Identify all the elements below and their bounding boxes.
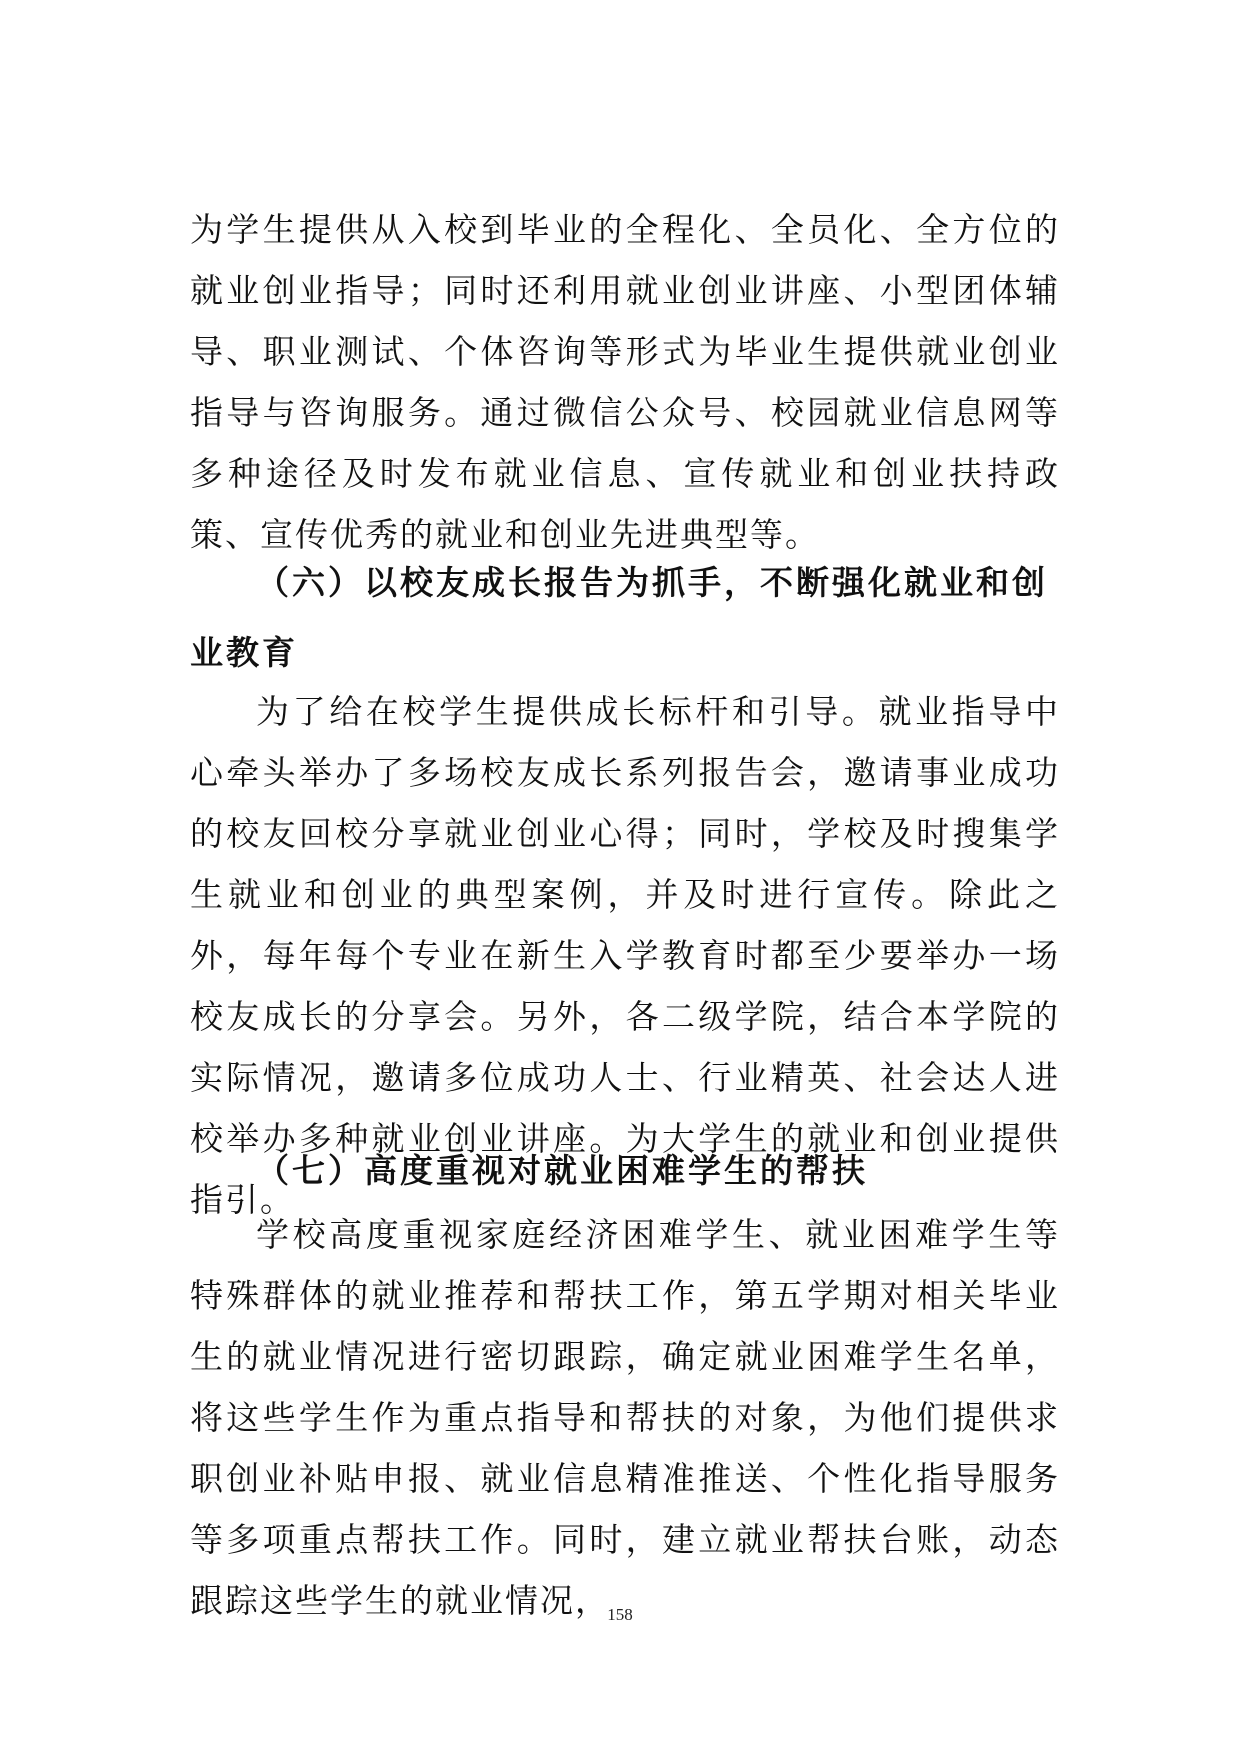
page-number: 158	[607, 1605, 633, 1624]
paragraph-alumni-reports: 为了给在校学生提供成长标杆和引导。就业指导中心牵头举办了多场校友成长系列报告会，邀请事业成功的校友回校分享就业创业心得；同时，学校及时搜集学生就业和创业的典型案例，并及时进行宣传。除此之外，每年每个专业在新生入学教育时都至少要举办一场校友成长的分享会。另外，各二级学院，结合本学院的实际情况，邀请多位成功人士、行业精英、社会达人进校举办多种就业创业讲座。为大学生的就业和创业提供指引。	[190, 692, 1060, 1219]
section-heading-7: （七）高度重视对就业困难学生的帮扶	[256, 1151, 868, 1190]
paragraph-difficulty-support: 学校高度重视家庭经济困难学生、就业困难学生等特殊群体的就业推荐和帮扶工作，第五学期对相关毕业生的就业情况进行密切跟踪，确定就业困难学生名单，将这些学生作为重点指导和帮扶的对象，为他们提供求职创业补贴申报、就业信息精准推送、个性化指导服务等多项重点帮扶工作。同时，建立就业帮扶台账，动态跟踪这些学生的就业情况，	[190, 1215, 1060, 1620]
section-heading-6: （六）以校友成长报告为抓手，不断强化就业和创业教育	[190, 563, 1048, 672]
paragraph-employment-guidance: 为学生提供从入校到毕业的全程化、全员化、全方位的就业创业指导；同时还利用就业创业讲座、小型团体辅导、职业测试、个体咨询等形式为毕业生提供就业创业指导与咨询服务。通过微信公众号、校园就业信息网等多种途径及时发布就业信息、宣传就业和创业扶持政策、宣传优秀的就业和创业先进典型等。	[190, 210, 1060, 554]
